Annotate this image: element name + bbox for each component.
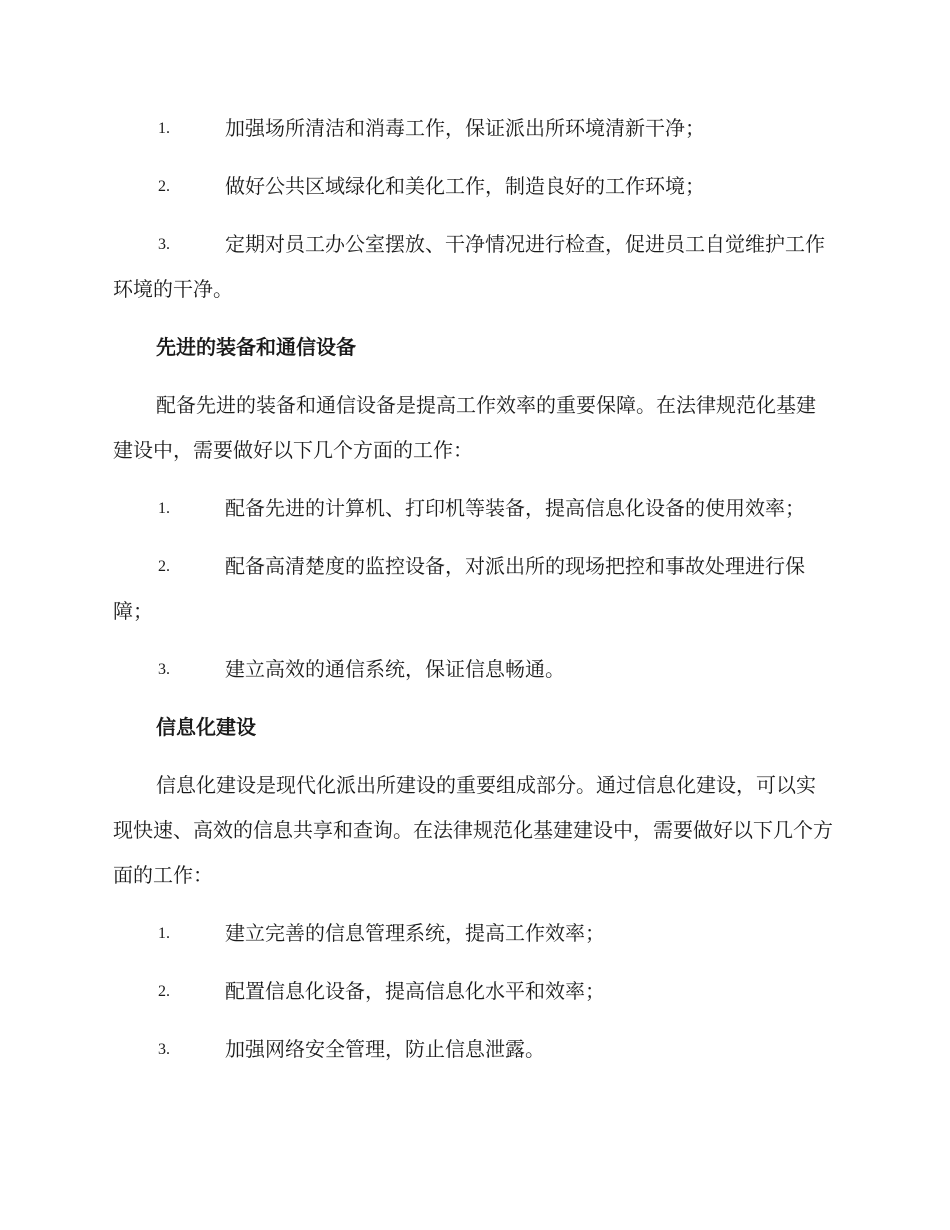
- list-number: 2.: [158, 558, 170, 575]
- list-text: 配备高清楚度的监控设备，对派出所的现场把控和事故处理进行保障；: [113, 554, 805, 623]
- list-number: 1.: [158, 925, 170, 942]
- section-paragraph: 配备先进的装备和通信设备是提高工作效率的重要保障。在法律规范化基建建设中，需要做好以下几个方面的工作：: [113, 393, 816, 462]
- section-heading: 先进的装备和通信设备: [156, 335, 356, 359]
- list-item: [113, 106, 835, 151]
- list-item: [113, 544, 835, 634]
- section-paragraph: 信息化建设是现代化派出所建设的重要组成部分。通过信息化建设，可以实现快速、高效的信息共享和查询。在法律规范化基建建设中，需要做好以下几个方面的工作：: [113, 773, 833, 887]
- list-number: 3.: [158, 236, 170, 253]
- list-text: 建立完善的信息管理系统，提高工作效率；: [225, 921, 605, 945]
- list-item: [113, 969, 835, 1014]
- list-item: [113, 486, 835, 531]
- list-text: 配备先进的计算机、打印机等装备，提高信息化设备的使用效率；: [225, 496, 805, 520]
- list-number: 2.: [158, 178, 170, 195]
- list-item: [113, 164, 835, 209]
- list-number: 3.: [158, 661, 170, 678]
- section-heading: 信息化建设: [156, 715, 256, 739]
- list-item: [113, 222, 835, 312]
- list-text: 加强网络安全管理，防止信息泄露。: [225, 1037, 545, 1061]
- list-text: 配置信息化设备，提高信息化水平和效率；: [225, 979, 605, 1003]
- list-number: 1.: [158, 500, 170, 517]
- list-text: 做好公共区域绿化和美化工作，制造良好的工作环境；: [225, 174, 705, 198]
- list-text: 建立高效的通信系统，保证信息畅通。: [225, 657, 565, 681]
- document-content: [113, 106, 835, 1085]
- list-number: 1.: [158, 120, 170, 137]
- list-text: 加强场所清洁和消毒工作，保证派出所环境清新干净；: [225, 116, 705, 140]
- list-number: 3.: [158, 1041, 170, 1058]
- list-item: [113, 647, 835, 692]
- list-item: [113, 911, 835, 956]
- list-number: 2.: [158, 983, 170, 1000]
- list-text: 定期对员工办公室摆放、干净情况进行检查，促进员工自觉维护工作环境的干净。: [113, 232, 825, 301]
- list-item: [113, 1027, 835, 1072]
